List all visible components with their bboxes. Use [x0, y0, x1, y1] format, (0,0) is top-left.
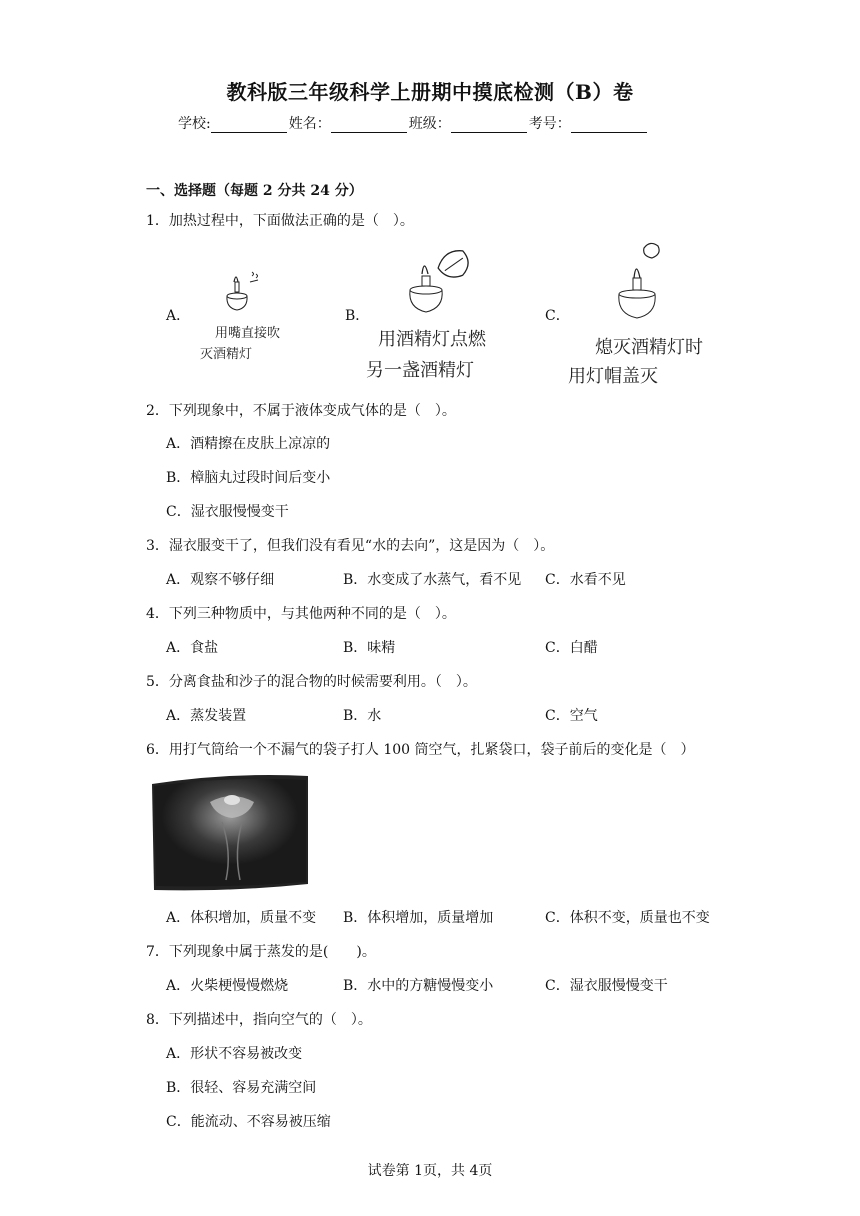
question-8-stem: 8．下列描述中，指向空气的（ ）。 [146, 1012, 372, 1028]
question-6-stem: 6．用打气筒给一个不漏气的袋子打人 100 筒空气，扎紧袋口，袋子前后的变化是（ ） [146, 742, 695, 758]
exam-number-label: 考号： [528, 116, 571, 132]
school-label: 学校: [178, 116, 211, 132]
question-3-option-c[interactable]: C．水看不见 [545, 572, 626, 588]
class-label: 班级： [408, 116, 451, 132]
lamp-cap-extinguish-image [606, 238, 676, 328]
question-7-option-c[interactable]: C．湿衣服慢慢变干 [545, 978, 668, 994]
question-7-option-b[interactable]: B．水中的方糖慢慢变小 [343, 978, 494, 994]
school-blank[interactable] [211, 118, 287, 133]
question-2-option-c[interactable]: C．湿衣服慢慢变干 [166, 504, 289, 520]
name-blank[interactable] [331, 118, 407, 133]
student-info-line [178, 113, 649, 133]
question-7-option-a[interactable]: A．火柴梗慢慢燃烧 [166, 978, 289, 994]
inflated-bag-photo [150, 772, 310, 892]
question-1-option-a[interactable]: A． [166, 308, 191, 324]
exam-title: 教科版三年级科学上册期中摸底检测（B）卷 [226, 80, 634, 104]
image-c-caption-1: 熄灭酒精灯时 [595, 337, 703, 358]
question-6-option-a[interactable]: A．体积增加，质量不变 [166, 910, 317, 926]
section-heading: 一、选择题（每题 2 分共 24 分） [146, 183, 363, 199]
question-1-option-c[interactable]: C． [545, 308, 570, 324]
image-a-caption-2: 灭酒精灯 [200, 347, 253, 362]
name-label: 姓名： [288, 116, 331, 132]
image-b-caption-2: 另一盏酒精灯 [366, 360, 474, 381]
question-3-option-a[interactable]: A．观察不够仔细 [166, 572, 275, 588]
lamp-lighting-lamp-image [400, 244, 480, 324]
image-b-caption-1: 用酒精灯点燃 [378, 329, 486, 350]
alcohol-lamp-blow-image [222, 268, 272, 320]
question-8-option-a[interactable]: A．形状不容易被改变 [166, 1046, 303, 1062]
exam-number-blank[interactable] [571, 118, 647, 133]
question-2-option-b[interactable]: B．樟脑丸过段时间后变小 [166, 470, 331, 486]
question-3-option-b[interactable]: B．水变成了水蒸气，看不见 [343, 572, 522, 588]
question-1-option-b[interactable]: B． [345, 308, 370, 324]
class-blank[interactable] [451, 118, 527, 133]
question-5-option-b[interactable]: B．水 [343, 708, 382, 724]
question-4-option-c[interactable]: C．白醋 [545, 640, 598, 656]
question-4-option-b[interactable]: B．味精 [343, 640, 396, 656]
question-5-stem: 5．分离食盐和沙子的混合物的时候需要利用。（ ）。 [146, 674, 477, 690]
question-4-stem: 4．下列三种物质中，与其他两种不同的是（ ）。 [146, 606, 456, 622]
question-7-stem: 7．下列现象中属于蒸发的是( )。 [146, 944, 376, 960]
question-5-option-c[interactable]: C．空气 [545, 708, 598, 724]
question-6-option-b[interactable]: B．体积增加，质量增加 [343, 910, 494, 926]
question-3-stem: 3．湿衣服变干了，但我们没有看见“水的去向”，这是因为（ ）。 [146, 538, 555, 554]
question-2-stem: 2．下列现象中，不属于液体变成气体的是（ ）。 [146, 403, 456, 419]
image-c-caption-2: 用灯帽盖灭 [568, 366, 658, 387]
question-8-option-b[interactable]: B．很轻、容易充满空间 [166, 1080, 317, 1096]
question-2-option-a[interactable]: A．酒精擦在皮肤上凉凉的 [166, 436, 331, 452]
question-1-stem: 1．加热过程中，下面做法正确的是（ ）。 [146, 213, 414, 229]
question-6-option-c[interactable]: C．体积不变，质量也不变 [545, 910, 710, 926]
page-footer: 试卷第 1页，共 4页 [367, 1163, 493, 1179]
question-4-option-a[interactable]: A．食盐 [166, 640, 219, 656]
question-5-option-a[interactable]: A．蒸发装置 [166, 708, 247, 724]
image-a-caption-1: 用嘴直接吹 [215, 326, 281, 341]
question-8-option-c[interactable]: C．能流动、不容易被压缩 [166, 1114, 331, 1130]
